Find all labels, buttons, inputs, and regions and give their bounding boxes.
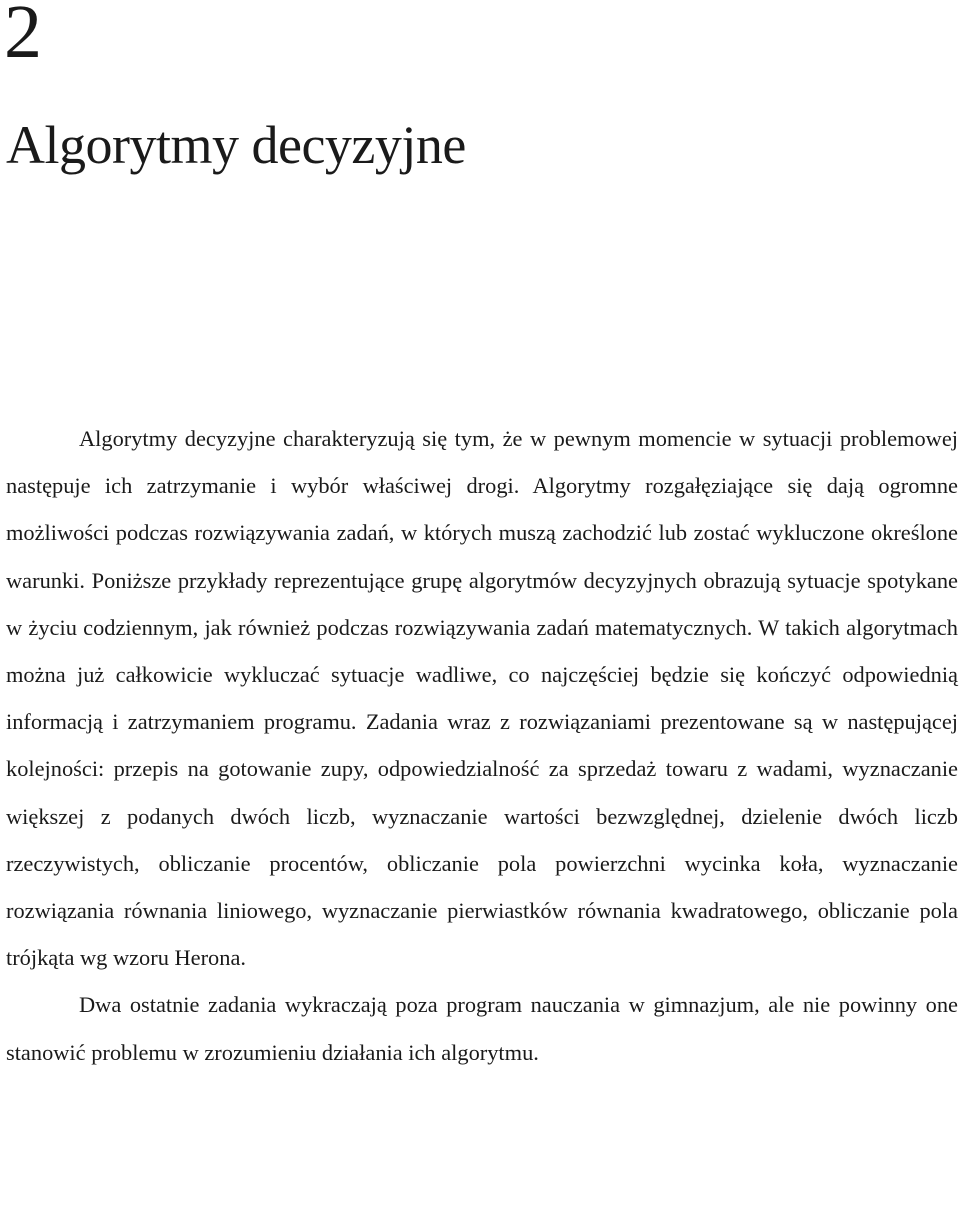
chapter-number: 2 (4, 0, 42, 74)
paragraph-intro: Algorytmy decyzyjne charakteryzują się tym, że w pewnym momencie w sytuacji problemowej następuje ich zatrzymanie i wybór właściwej drogi. Algorytmy rozgałęziające się dają ogromne możliwości podczas rozwiązywania zadań, w których muszą zachodzić lub zostać wykluczone określone warunki. Poniższe przykłady reprezentujące grupę algorytmów decyzyjnych obrazują sytuacje spotykane w życiu codziennym, jak również podczas rozwiązywania zadań matematycznych. W takich algorytmach można już całkowicie wykluczać sytuacje wadliwe, co najczęściej będzie się kończyć odpowiednią informacją i zatrzymaniem programu. Zadania wraz z rozwiązaniami prezentowane są w następującej kolejności: przepis na gotowanie zupy, odpowiedzialność za sprzedaż towaru z wadami, wyznaczanie większej z podanych dwóch liczb, wyznaczanie wartości bezwzględnej, dzielenie dwóch liczb rzeczywistych, obliczanie procentów, obliczanie pola powierzchni wycinka koła, wyznaczanie rozwiązania równania liniowego, wyznaczanie pierwiastków równania kwadratowego, obliczanie pola trójkąta wg wzoru Herona. (6, 426, 958, 971)
paragraph-note: Dwa ostatnie zadania wykraczają poza program nauczania w gimnazjum, ale nie powinny one stanowić problemu w zrozumieniu działania ich algorytmu. (6, 992, 958, 1065)
chapter-title: Algorytmy decyzyjne (6, 115, 466, 175)
chapter-body (6, 415, 958, 1076)
